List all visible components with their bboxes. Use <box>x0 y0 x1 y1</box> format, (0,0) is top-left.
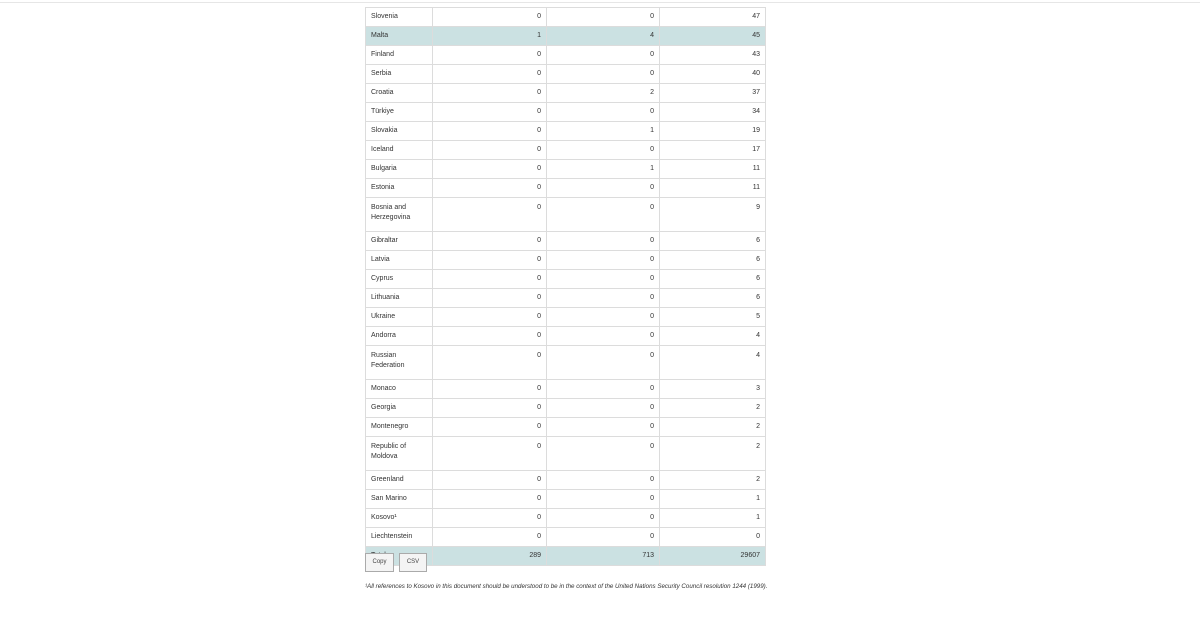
country-cell: Kosovo¹ <box>366 509 433 528</box>
value-cell-col2: 1 <box>547 160 660 179</box>
country-cell: Serbia <box>366 65 433 84</box>
country-cell: Slovakia <box>366 122 433 141</box>
country-cell: Malta <box>366 27 433 46</box>
value-cell-col2: 0 <box>547 490 660 509</box>
value-cell-col2: 0 <box>547 141 660 160</box>
value-cell-col1: 0 <box>433 399 547 418</box>
value-cell-col3: 6 <box>660 251 766 270</box>
table-row <box>366 65 766 84</box>
value-cell-col1: 0 <box>433 251 547 270</box>
country-cell: Monaco <box>366 380 433 399</box>
value-cell-col1: 0 <box>433 270 547 289</box>
country-cell: Türkiye <box>366 103 433 122</box>
value-cell-col2: 0 <box>547 65 660 84</box>
table-row <box>366 251 766 270</box>
country-cell: Croatia <box>366 84 433 103</box>
value-cell-col3: 17 <box>660 141 766 160</box>
value-cell-col2: 0 <box>547 179 660 198</box>
value-cell-col3: 1 <box>660 490 766 509</box>
value-cell-col3: 47 <box>660 8 766 27</box>
table-row <box>366 160 766 179</box>
value-cell-col2: 0 <box>547 399 660 418</box>
value-cell-col2: 0 <box>547 198 660 232</box>
table-row <box>366 490 766 509</box>
kosovo-footnote: ¹All references to Kosovo in this document should be understood to be in the context of the United Nations Security Council resolution 1244 (1999). <box>365 583 768 590</box>
value-cell-col1: 0 <box>433 8 547 27</box>
value-cell-col3: 6 <box>660 270 766 289</box>
country-cell: San Marino <box>366 490 433 509</box>
value-cell-col2: 0 <box>547 232 660 251</box>
table-row <box>366 399 766 418</box>
country-cell: Lithuania <box>366 289 433 308</box>
country-cell: Russian Federation <box>366 346 433 380</box>
table-row <box>366 103 766 122</box>
value-cell-col1: 0 <box>433 198 547 232</box>
country-data-table <box>365 7 766 566</box>
country-cell: Montenegro <box>366 418 433 437</box>
table-row <box>366 46 766 65</box>
value-cell-col2: 0 <box>547 418 660 437</box>
table-row <box>366 509 766 528</box>
country-cell: Bosnia and Herzegovina <box>366 198 433 232</box>
value-cell-col3: 19 <box>660 122 766 141</box>
value-cell-col2: 4 <box>547 27 660 46</box>
value-cell-col3: 2 <box>660 471 766 490</box>
copy-button[interactable]: Copy <box>365 553 394 572</box>
total-value-col2: 713 <box>547 547 660 566</box>
value-cell-col3: 45 <box>660 27 766 46</box>
table-row <box>366 179 766 198</box>
table-row <box>366 471 766 490</box>
value-cell-col1: 0 <box>433 437 547 471</box>
value-cell-col1: 0 <box>433 122 547 141</box>
table-row <box>366 437 766 471</box>
total-value-col1: 289 <box>433 547 547 566</box>
value-cell-col1: 0 <box>433 418 547 437</box>
country-cell: Greenland <box>366 471 433 490</box>
value-cell-col1: 0 <box>433 289 547 308</box>
table-row <box>366 84 766 103</box>
country-cell: Bulgaria <box>366 160 433 179</box>
table-row <box>366 270 766 289</box>
value-cell-col3: 4 <box>660 327 766 346</box>
table-row <box>366 27 766 46</box>
value-cell-col2: 0 <box>547 528 660 547</box>
table-row <box>366 528 766 547</box>
table-body <box>366 8 766 547</box>
value-cell-col1: 0 <box>433 327 547 346</box>
value-cell-col1: 1 <box>433 27 547 46</box>
table-row <box>366 122 766 141</box>
table-row <box>366 198 766 232</box>
csv-button[interactable]: CSV <box>399 553 427 572</box>
table-row <box>366 232 766 251</box>
value-cell-col1: 0 <box>433 232 547 251</box>
value-cell-col2: 0 <box>547 308 660 327</box>
value-cell-col2: 1 <box>547 122 660 141</box>
value-cell-col3: 5 <box>660 308 766 327</box>
country-cell: Latvia <box>366 251 433 270</box>
table-row <box>366 346 766 380</box>
value-cell-col3: 37 <box>660 84 766 103</box>
value-cell-col1: 0 <box>433 346 547 380</box>
export-buttons <box>365 550 432 572</box>
value-cell-col3: 34 <box>660 103 766 122</box>
value-cell-col2: 0 <box>547 437 660 471</box>
value-cell-col1: 0 <box>433 509 547 528</box>
value-cell-col3: 9 <box>660 198 766 232</box>
country-cell: Slovenia <box>366 8 433 27</box>
data-table-container <box>365 7 765 566</box>
value-cell-col2: 0 <box>547 251 660 270</box>
value-cell-col3: 2 <box>660 399 766 418</box>
value-cell-col2: 0 <box>547 509 660 528</box>
value-cell-col3: 43 <box>660 46 766 65</box>
country-cell: Liechtenstein <box>366 528 433 547</box>
country-cell: Andorra <box>366 327 433 346</box>
table-row <box>366 141 766 160</box>
value-cell-col3: 3 <box>660 380 766 399</box>
value-cell-col2: 0 <box>547 46 660 65</box>
value-cell-col1: 0 <box>433 471 547 490</box>
value-cell-col1: 0 <box>433 84 547 103</box>
value-cell-col1: 0 <box>433 46 547 65</box>
top-divider <box>0 2 1200 3</box>
value-cell-col3: 0 <box>660 528 766 547</box>
total-value-col3: 29607 <box>660 547 766 566</box>
country-cell: Finland <box>366 46 433 65</box>
value-cell-col3: 2 <box>660 437 766 471</box>
value-cell-col1: 0 <box>433 308 547 327</box>
country-cell: Cyprus <box>366 270 433 289</box>
value-cell-col1: 0 <box>433 65 547 84</box>
value-cell-col3: 11 <box>660 179 766 198</box>
value-cell-col3: 2 <box>660 418 766 437</box>
table-row <box>366 327 766 346</box>
table-row <box>366 380 766 399</box>
value-cell-col1: 0 <box>433 160 547 179</box>
value-cell-col2: 0 <box>547 380 660 399</box>
value-cell-col2: 0 <box>547 289 660 308</box>
value-cell-col1: 0 <box>433 179 547 198</box>
table-row <box>366 308 766 327</box>
value-cell-col1: 0 <box>433 380 547 399</box>
value-cell-col2: 0 <box>547 327 660 346</box>
value-cell-col1: 0 <box>433 490 547 509</box>
value-cell-col1: 0 <box>433 528 547 547</box>
country-cell: Estonia <box>366 179 433 198</box>
value-cell-col2: 2 <box>547 84 660 103</box>
value-cell-col3: 6 <box>660 289 766 308</box>
value-cell-col3: 6 <box>660 232 766 251</box>
table-row <box>366 289 766 308</box>
country-cell: Iceland <box>366 141 433 160</box>
country-cell: Gibraltar <box>366 232 433 251</box>
table-row <box>366 8 766 27</box>
value-cell-col3: 11 <box>660 160 766 179</box>
value-cell-col3: 40 <box>660 65 766 84</box>
table-row <box>366 418 766 437</box>
value-cell-col2: 0 <box>547 8 660 27</box>
value-cell-col2: 0 <box>547 270 660 289</box>
value-cell-col1: 0 <box>433 103 547 122</box>
value-cell-col3: 1 <box>660 509 766 528</box>
country-cell: Republic of Moldova <box>366 437 433 471</box>
value-cell-col2: 0 <box>547 346 660 380</box>
value-cell-col2: 0 <box>547 103 660 122</box>
country-cell: Ukraine <box>366 308 433 327</box>
value-cell-col2: 0 <box>547 471 660 490</box>
value-cell-col3: 4 <box>660 346 766 380</box>
country-cell: Georgia <box>366 399 433 418</box>
value-cell-col1: 0 <box>433 141 547 160</box>
